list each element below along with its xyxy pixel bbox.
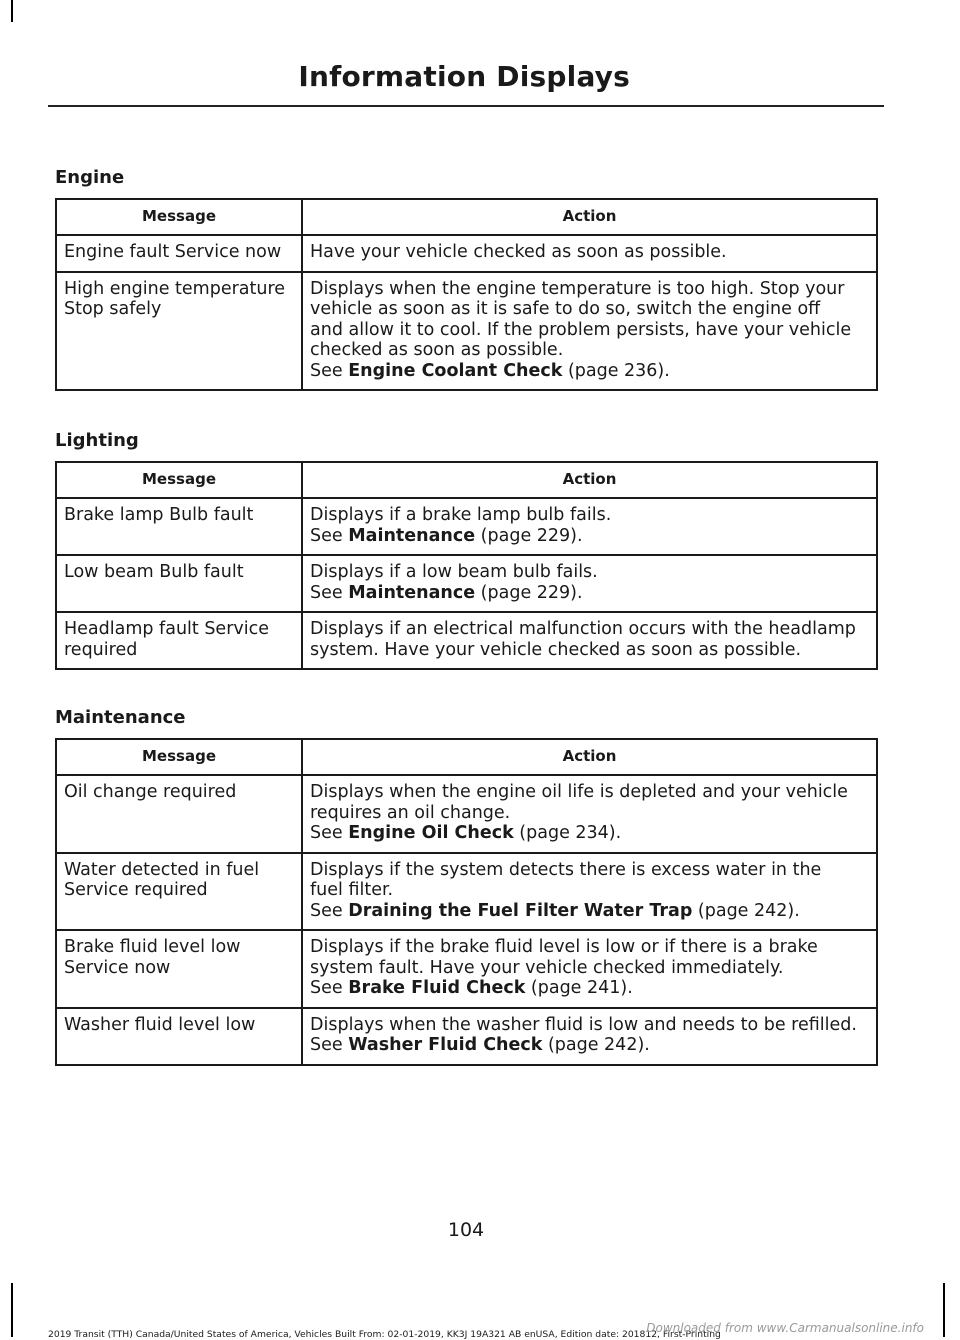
action-cell [302,612,877,669]
cross-reference [310,978,870,999]
message-cell [56,775,302,853]
message-text: Oil change required [64,782,237,802]
message-text: Washer fluid level low [64,1014,256,1035]
cross-reference [310,901,870,922]
cross-reference [310,361,870,382]
crop-mark-bottom-right [943,1283,945,1337]
action-text: Displays if the system detects there is excess water in the [310,859,822,880]
message-text: Water detected in fuel [64,859,260,880]
table-row [56,235,877,272]
message-text: Brake fluid level low [64,937,241,957]
reference-page: (page 236). [562,360,670,381]
action-text: vehicle as soon as it is safe to do so, switch the engine off [310,299,821,319]
message-text: Brake lamp Bulb fault [64,505,254,525]
action-text: and allow it to cool. If the problem persists, have your vehicle [310,319,852,340]
message-text: Engine fault Service now [64,242,282,262]
page-title: Information Displays [298,60,630,93]
table-row [56,853,877,931]
action-text: fuel filter. [310,880,394,900]
reference-page: (page 242). [542,1035,650,1055]
footer-edition-info: 2019 Transit (TTH) Canada/United States of America, Vehicles Built From: 02-01-2019, KK3J 19A321 AB enUSA, Edition date: 201812, First-Printing [48,1329,721,1340]
reference-link[interactable]: Brake Fluid Check [348,978,526,998]
section-title: Lighting [55,430,139,451]
message-table [55,461,878,670]
action-text: Displays if the brake fluid level is low or if there is a brake [310,937,818,957]
action-cell [302,555,877,612]
reference-prefix: See [310,582,349,603]
action-text: Displays when the engine temperature is too high. Stop your [310,278,845,299]
page-number: 104 [447,1219,485,1241]
action-text: Displays if a low beam bulb fails. [310,562,598,582]
crop-mark-bottom-left [11,1283,13,1337]
column-header-action: Action [302,739,877,775]
message-cell [56,272,302,391]
table-header-row [56,739,877,775]
reference-prefix: See [310,823,349,843]
message-table [55,738,878,1066]
action-cell [302,235,877,272]
message-text: Service required [64,880,208,900]
message-table [55,198,878,391]
action-text: requires an oil change. [310,802,511,823]
reference-prefix: See [310,360,349,381]
table-row [56,930,877,1008]
reference-link[interactable]: Maintenance [348,582,476,603]
table-header-row [56,462,877,498]
reference-page: (page 242). [692,900,800,921]
section-title: Engine [55,167,125,188]
reference-page: (page 229). [475,525,583,546]
reference-link[interactable]: Draining the Fuel Filter Water Trap [348,900,693,921]
reference-link[interactable]: Engine Coolant Check [348,360,563,381]
action-cell [302,1008,877,1065]
message-cell [56,1008,302,1065]
table-row [56,775,877,853]
message-text: required [64,639,138,660]
message-text: Service now [64,957,171,978]
column-header-message: Message [56,462,302,498]
cross-reference [310,583,870,604]
message-cell [56,235,302,272]
message-text: Low beam Bulb fault [64,562,244,582]
column-header-action: Action [302,462,877,498]
message-text: Headlamp fault Service [64,619,270,639]
action-text: system. Have your vehicle checked as soon as possible. [310,639,802,660]
table-row [56,612,877,669]
reference-link[interactable]: Washer Fluid Check [348,1035,543,1055]
action-text: Displays if a brake lamp bulb fails. [310,505,612,525]
action-cell [302,272,877,391]
message-text: Stop safely [64,299,162,319]
action-cell [302,498,877,555]
action-text: Displays if an electrical malfunction occurs with the headlamp [310,619,856,639]
action-text: system fault. Have your vehicle checked immediately. [310,957,784,978]
watermark: Downloaded from www.Carmanualsonline.info [646,1321,924,1335]
cross-reference [310,1035,870,1056]
reference-prefix: See [310,978,349,998]
action-cell [302,930,877,1008]
action-text: checked as soon as possible. [310,340,564,360]
column-header-message: Message [56,739,302,775]
action-text: Displays when the engine oil life is depleted and your vehicle [310,782,848,802]
reference-link[interactable]: Engine Oil Check [348,823,514,843]
message-cell [56,612,302,669]
column-header-action: Action [302,199,877,235]
action-text: Displays when the washer fluid is low and needs to be refilled. [310,1014,857,1035]
table-row [56,1008,877,1065]
message-cell [56,498,302,555]
message-text: High engine temperature [64,278,286,299]
reference-link[interactable]: Maintenance [348,525,476,546]
crop-mark-top-left [11,0,13,22]
reference-page: (page 241). [525,978,633,998]
action-cell [302,775,877,853]
action-cell [302,853,877,931]
header-divider [48,105,884,107]
reference-prefix: See [310,900,349,921]
cross-reference [310,823,870,844]
reference-page: (page 229). [475,582,583,603]
reference-prefix: See [310,1035,349,1055]
reference-prefix: See [310,525,349,546]
reference-page: (page 234). [513,823,622,843]
action-text: Have your vehicle checked as soon as possible. [310,242,727,262]
message-cell [56,853,302,931]
section-title: Maintenance [55,707,186,728]
table-row [56,272,877,391]
column-header-message: Message [56,199,302,235]
table-row [56,555,877,612]
table-row [56,498,877,555]
message-cell [56,930,302,1008]
message-cell [56,555,302,612]
table-header-row [56,199,877,235]
cross-reference [310,526,870,547]
